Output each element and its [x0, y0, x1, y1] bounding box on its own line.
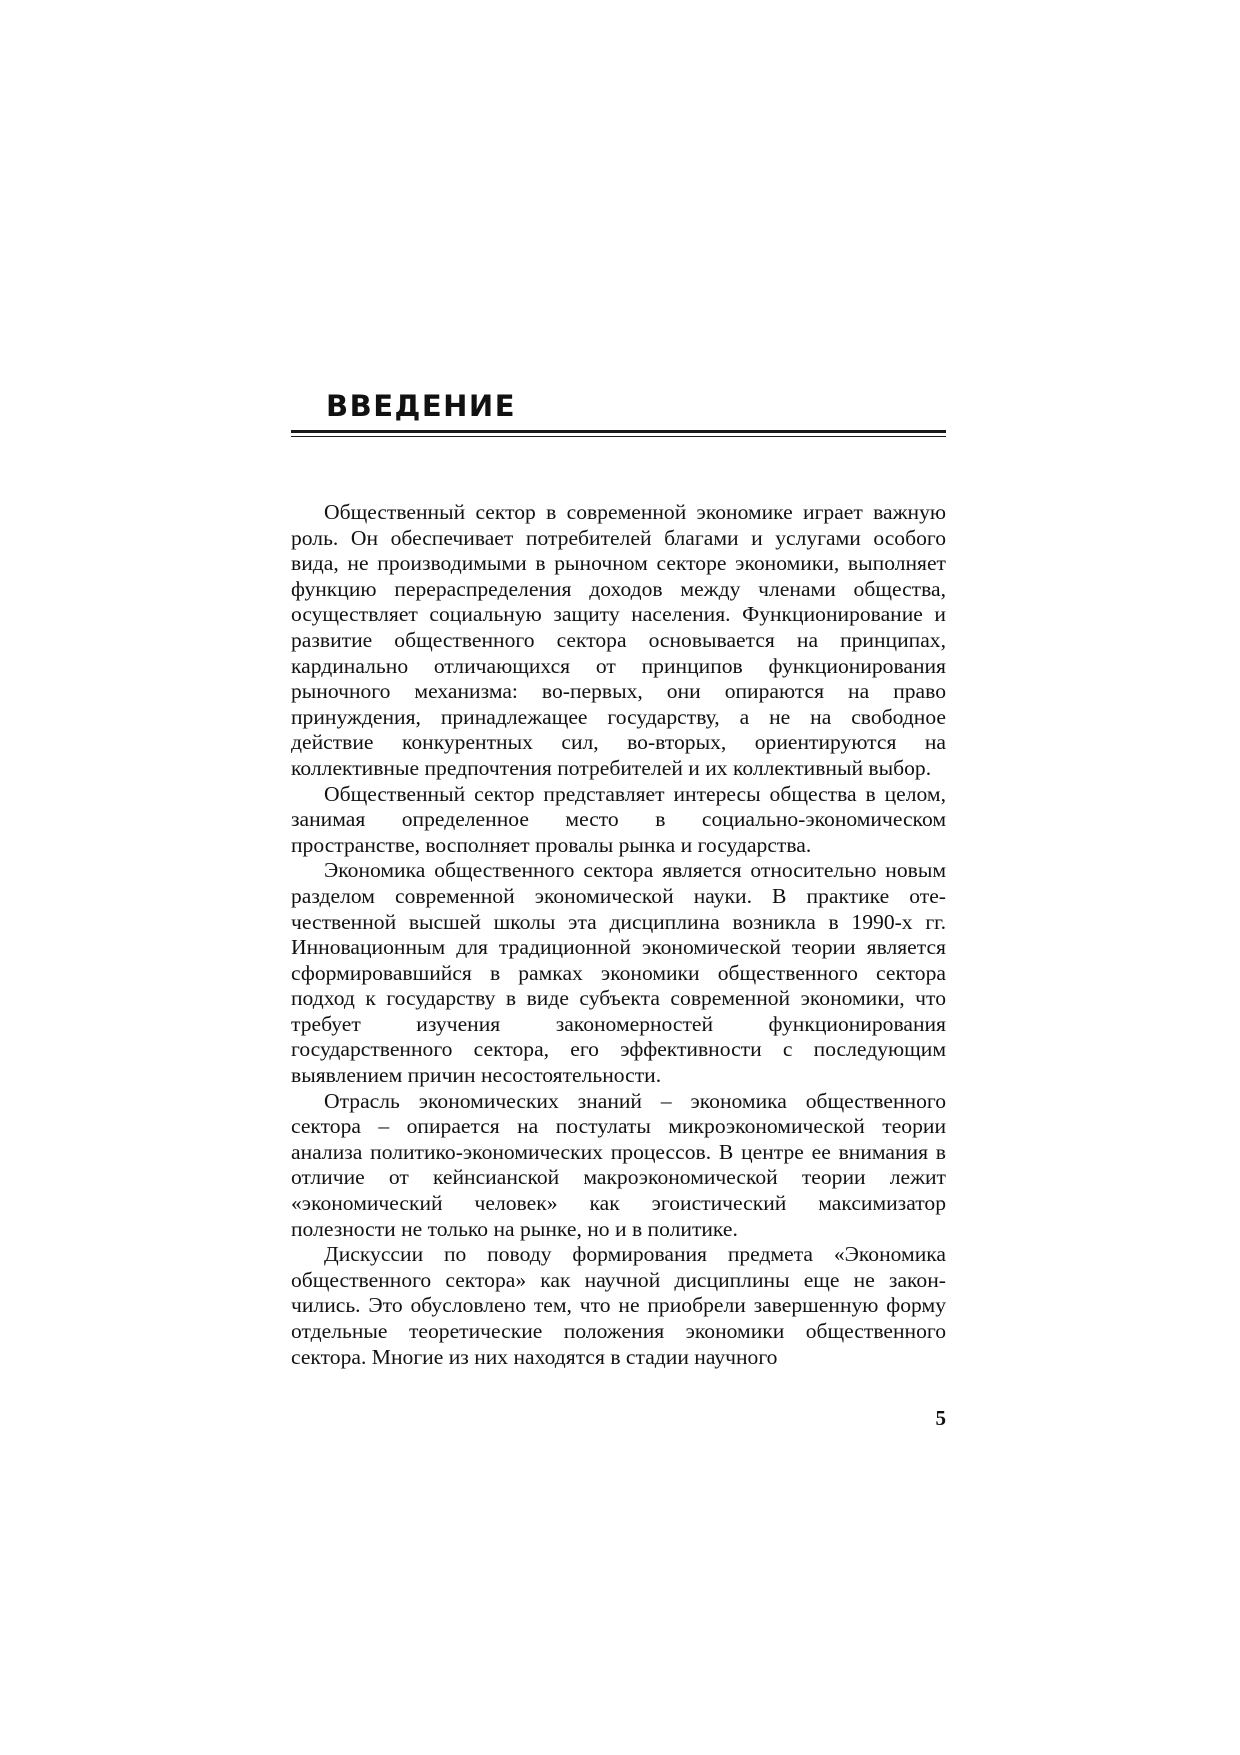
paragraph: Общественный сектор в современной экономике играет важную роль. Он обеспечивает потребителей благами и услугами особого вида, не производимыми в рыночном секторе экономики, выполняет функцию перераспределения доходов между членами общества, осуществляет социальную защиту населения. Функционирование и развитие общественного сектора основывается на принципах, кардинально отличающихся от принципов функционирования рыночного механизма: во-первых, они опираются на право принуждения, принадлежащее государству, а не на свободное действие конкурентных сил, во-вторых, ориентируются на коллективные предпочтения потребителей и их коллективный выбор. [291, 500, 946, 780]
paragraph: Общественный сектор представляет интересы общества в целом, занимая определенное место в социально-экономическом пространстве, восполняет провалы рынка и государства. [291, 781, 946, 857]
heading-rule-thick [291, 430, 946, 433]
body-text [291, 500, 946, 1370]
heading-rule-thin [291, 436, 946, 437]
page-number: 5 [935, 1406, 946, 1430]
paragraph: Отрасль экономических знаний – экономика общественного сектора – опирается на постулаты микроэкономической теории анализа политико-экономических процессов. В центре ее внимания в отличие от кейнсианской макроэкономической теории лежит «экономический человек» как эгоистический максимизатор полезности не только на рынке, но и в политике. [291, 1088, 946, 1241]
paragraph: Дискуссии по поводу формирования предмета «Экономика общественного сектора» как научной дисциплины еще не закончились. Это обусловлено тем, что не приобрели завершенную форму отдельные теоретические положения экономики общественного сектора. Многие из них находятся в стадии научного [291, 1242, 946, 1369]
paragraph: Экономика общественного сектора является относительно новым разделом современной экономической науки. В практике отечественной высшей школы эта дисциплина возникла в 1990-х гг. Инновационным для традиционной экономической теории является сформировавшийся в рамках экономики общественного сектора подход к государству в виде субъекта современной экономики, что требует изучения закономерностей функционирования государственного сектора, его эффективности с последующим выявлением причин несостоятельности. [291, 858, 946, 1088]
chapter-heading: ВВЕДЕНИЕ [326, 389, 517, 423]
